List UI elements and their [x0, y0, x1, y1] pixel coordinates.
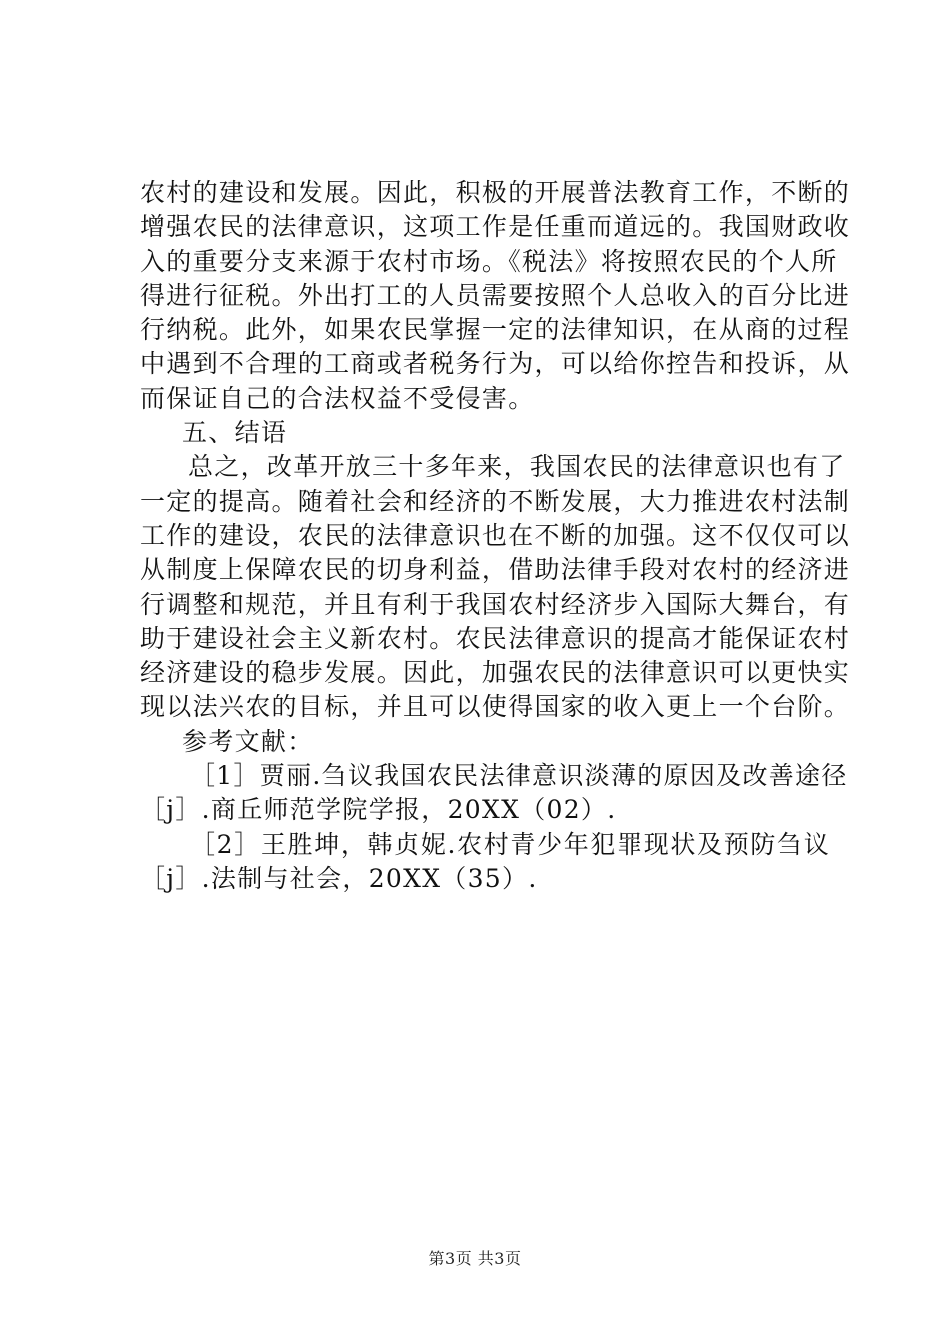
page-number-footer: 第3页 共3页: [428, 1249, 522, 1268]
reference-line: ［j］.法制与社会，20XX（35）.: [140, 863, 538, 893]
text-line: 行调整和规范，并且有利于我国农村经济步入国际大舞台，有: [140, 589, 851, 619]
reference-item: [140, 828, 830, 897]
reference-line: ［2］王胜坤，韩贞妮.农村青少年犯罪现状及预防刍议: [190, 829, 830, 859]
text-line: 经济建设的稳步发展。因此，加强农民的法律意识可以更快实: [140, 658, 851, 688]
reference-line: ［j］.商丘师范学院学报，20XX（02）.: [140, 795, 617, 825]
document-body: [140, 176, 851, 896]
reference-list: [140, 759, 848, 896]
text-line: 得进行征税。外出打工的人员需要按照个人总收入的百分比进: [140, 280, 851, 310]
text-line: 工作的建设，农民的法律意识也在不断的加强。这不仅仅可以: [140, 520, 851, 550]
paragraph-conclusion: [140, 450, 851, 724]
text-line: 中遇到不合理的工商或者税务行为，可以给你控告和投诉，从: [140, 349, 851, 379]
text-line: 入的重要分支来源于农村市场。《税法》将按照农民的个人所: [140, 246, 838, 276]
paragraph-rural-tax-law: [140, 176, 851, 416]
text-line: 行纳税。此外，如果农民掌握一定的法律知识，在从商的过程: [140, 315, 851, 345]
text-line: 农村的建设和发展。因此，积极的开展普法教育工作，不断的: [140, 178, 851, 207]
reference-line: ［1］贾丽.刍议我国农民法律意识淡薄的原因及改善途径: [190, 761, 848, 791]
text-line: 助于建设社会主义新农村。农民法律意识的提高才能保证农村: [140, 623, 851, 653]
text-line: 总之，改革开放三十多年来，我国农民的法律意识也有了: [188, 452, 846, 482]
section-heading-conclusion: 五、结语: [182, 418, 288, 448]
text-line: 从制度上保障农民的切身利益，借助法律手段对农村的经济进: [140, 555, 851, 585]
text-line: 而保证自己的合法权益不受侵害。: [140, 383, 535, 413]
text-line: 现以法兴农的目标，并且可以使得国家的收入更上一个台阶。: [140, 692, 851, 722]
text-line: 增强农民的法律意识，这项工作是任重而道远的。我国财政收: [140, 212, 851, 242]
reference-item: [140, 759, 848, 828]
text-line: 一定的提高。随着社会和经济的不断发展，大力推进农村法制: [140, 486, 851, 516]
references-heading: 参考文献：: [182, 726, 314, 756]
